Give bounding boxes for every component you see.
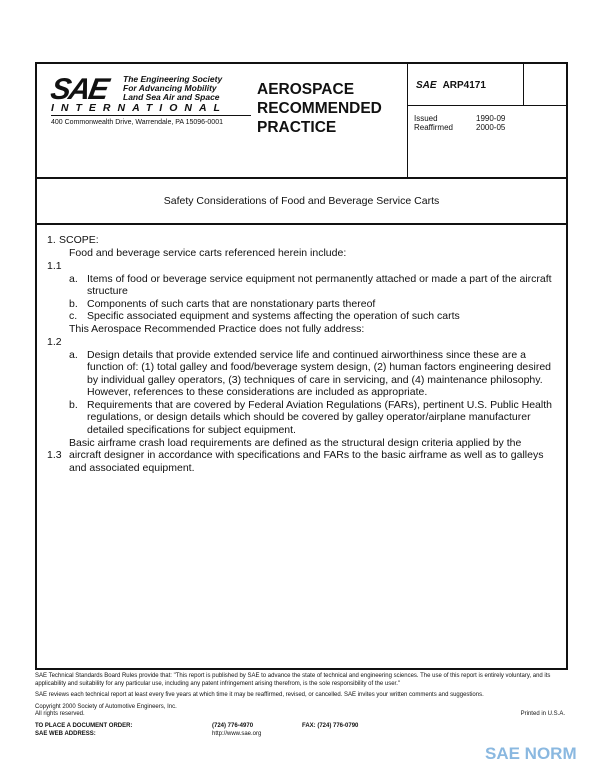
web-label: SAE WEB ADDRESS: bbox=[35, 730, 96, 737]
sae-small-logo: SAE bbox=[416, 80, 437, 91]
header bbox=[37, 64, 566, 179]
issued-label: Issued bbox=[414, 114, 438, 123]
issued-date: 1990-09 bbox=[476, 114, 506, 123]
order-fax: FAX: (724) 776-0790 bbox=[302, 722, 359, 729]
dates bbox=[414, 114, 538, 132]
doc-number bbox=[416, 80, 486, 91]
review-text: SAE reviews each technical report at least every five years at which time it may be reaffirmed, revised, or cancelled. SAE invites your written comments and suggestions. bbox=[35, 692, 484, 698]
document-header-box bbox=[35, 62, 568, 670]
list-text: Requirements that are covered by Federal Aviation Regulations (FARs), pertinent U.S. Public Health regulations, or design details which should be covered by galley operator/airplane manufacturer detailed specifications for subject equipment. bbox=[87, 398, 552, 436]
tagline-line: The Engineering Society bbox=[123, 74, 223, 84]
printed-in: Printed in U.S.A. bbox=[520, 711, 565, 717]
reaffirmed-label: Reaffirmed bbox=[414, 123, 453, 132]
list-marker: b. bbox=[69, 398, 78, 411]
section-number: 1.1 bbox=[47, 259, 62, 272]
list-text: Components of such carts that are nonstationary parts thereof bbox=[87, 297, 376, 310]
section-heading: SCOPE: bbox=[59, 234, 99, 246]
list-marker: c. bbox=[69, 310, 78, 322]
paragraph: This Aerospace Recommended Practice does not fully address: bbox=[69, 323, 365, 335]
copyright: Copyright 2000 Society of Automotive Engineers, Inc. bbox=[35, 703, 177, 710]
sae-logo bbox=[48, 73, 227, 114]
section-number: 1.3 bbox=[47, 449, 62, 461]
international-label: INTERNATIONAL bbox=[51, 102, 251, 116]
section-number: 1.2 bbox=[47, 335, 62, 348]
reaffirmed-date: 2000-05 bbox=[476, 123, 506, 132]
list-text: Design details that provide extended service life and continued airworthiness since these are a function of: (1) total galley and food/beverage system design, (2) human factors engineering desired by individual galley operators, (3) techniques of care in servicing, and (4) maintenance philosophy. However, references to these considerations are included as appropriate. bbox=[87, 348, 552, 398]
list-item bbox=[69, 298, 552, 311]
order-label: TO PLACE A DOCUMENT ORDER: bbox=[35, 722, 133, 729]
tagline-line: Land Sea Air and Space bbox=[123, 92, 220, 102]
policy-text: SAE Technical Standards Board Rules provide that: "This report is published by SAE to advance the state of technical and engineering sciences. The use of this report is entirely voluntary, and its applicability and suitability for any particular use, including any patent infringement arising therefrom, is the sole responsibility of the user." bbox=[35, 673, 551, 687]
list-item bbox=[69, 310, 552, 323]
list-item bbox=[69, 399, 552, 437]
section-number: 1. bbox=[47, 234, 56, 246]
web-link[interactable]: http://www.sae.org bbox=[212, 730, 262, 737]
doc-number-value: ARP4171 bbox=[442, 80, 486, 91]
rights: All rights reserved. bbox=[35, 711, 85, 717]
doc-type-line: AEROSPACE bbox=[257, 81, 355, 98]
paragraph: Basic airframe crash load requirements are defined as the structural design criteria applied by the aircraft designer in accordance with specifications and FARs to the basic airframe as well as to galleys and associated equipment. bbox=[69, 436, 544, 474]
doc-type bbox=[257, 80, 382, 137]
list-marker: a. bbox=[69, 272, 78, 285]
paragraph: Food and beverage service carts referenced herein include: bbox=[69, 247, 347, 259]
sae-logo-mark: SAE bbox=[48, 73, 110, 106]
order-phone: (724) 776-4970 bbox=[212, 722, 254, 729]
doc-type-line: PRACTICE bbox=[257, 119, 337, 136]
tagline-line: For Advancing Mobility bbox=[123, 83, 217, 93]
list-item bbox=[69, 273, 552, 298]
document-title: Safety Considerations of Food and Beverage Service Carts bbox=[37, 179, 566, 225]
footer bbox=[35, 673, 565, 739]
sae-norm-watermark: SAE NORM bbox=[485, 744, 577, 763]
list-text: Specific associated equipment and systems affecting the operation of such carts bbox=[87, 310, 460, 322]
divider bbox=[523, 64, 524, 105]
list-marker: b. bbox=[69, 297, 78, 310]
doc-type-line: RECOMMENDED bbox=[257, 100, 382, 117]
document-body bbox=[47, 234, 552, 485]
address: 400 Commonwealth Drive, Warrendale, PA 15096-0001 bbox=[51, 119, 223, 126]
list-item bbox=[69, 349, 552, 399]
society-tagline bbox=[123, 75, 243, 102]
list-marker: a. bbox=[69, 348, 78, 361]
list-text: Items of food or beverage service equipment not permanently attached or made a part of the aircraft structure bbox=[87, 272, 552, 297]
